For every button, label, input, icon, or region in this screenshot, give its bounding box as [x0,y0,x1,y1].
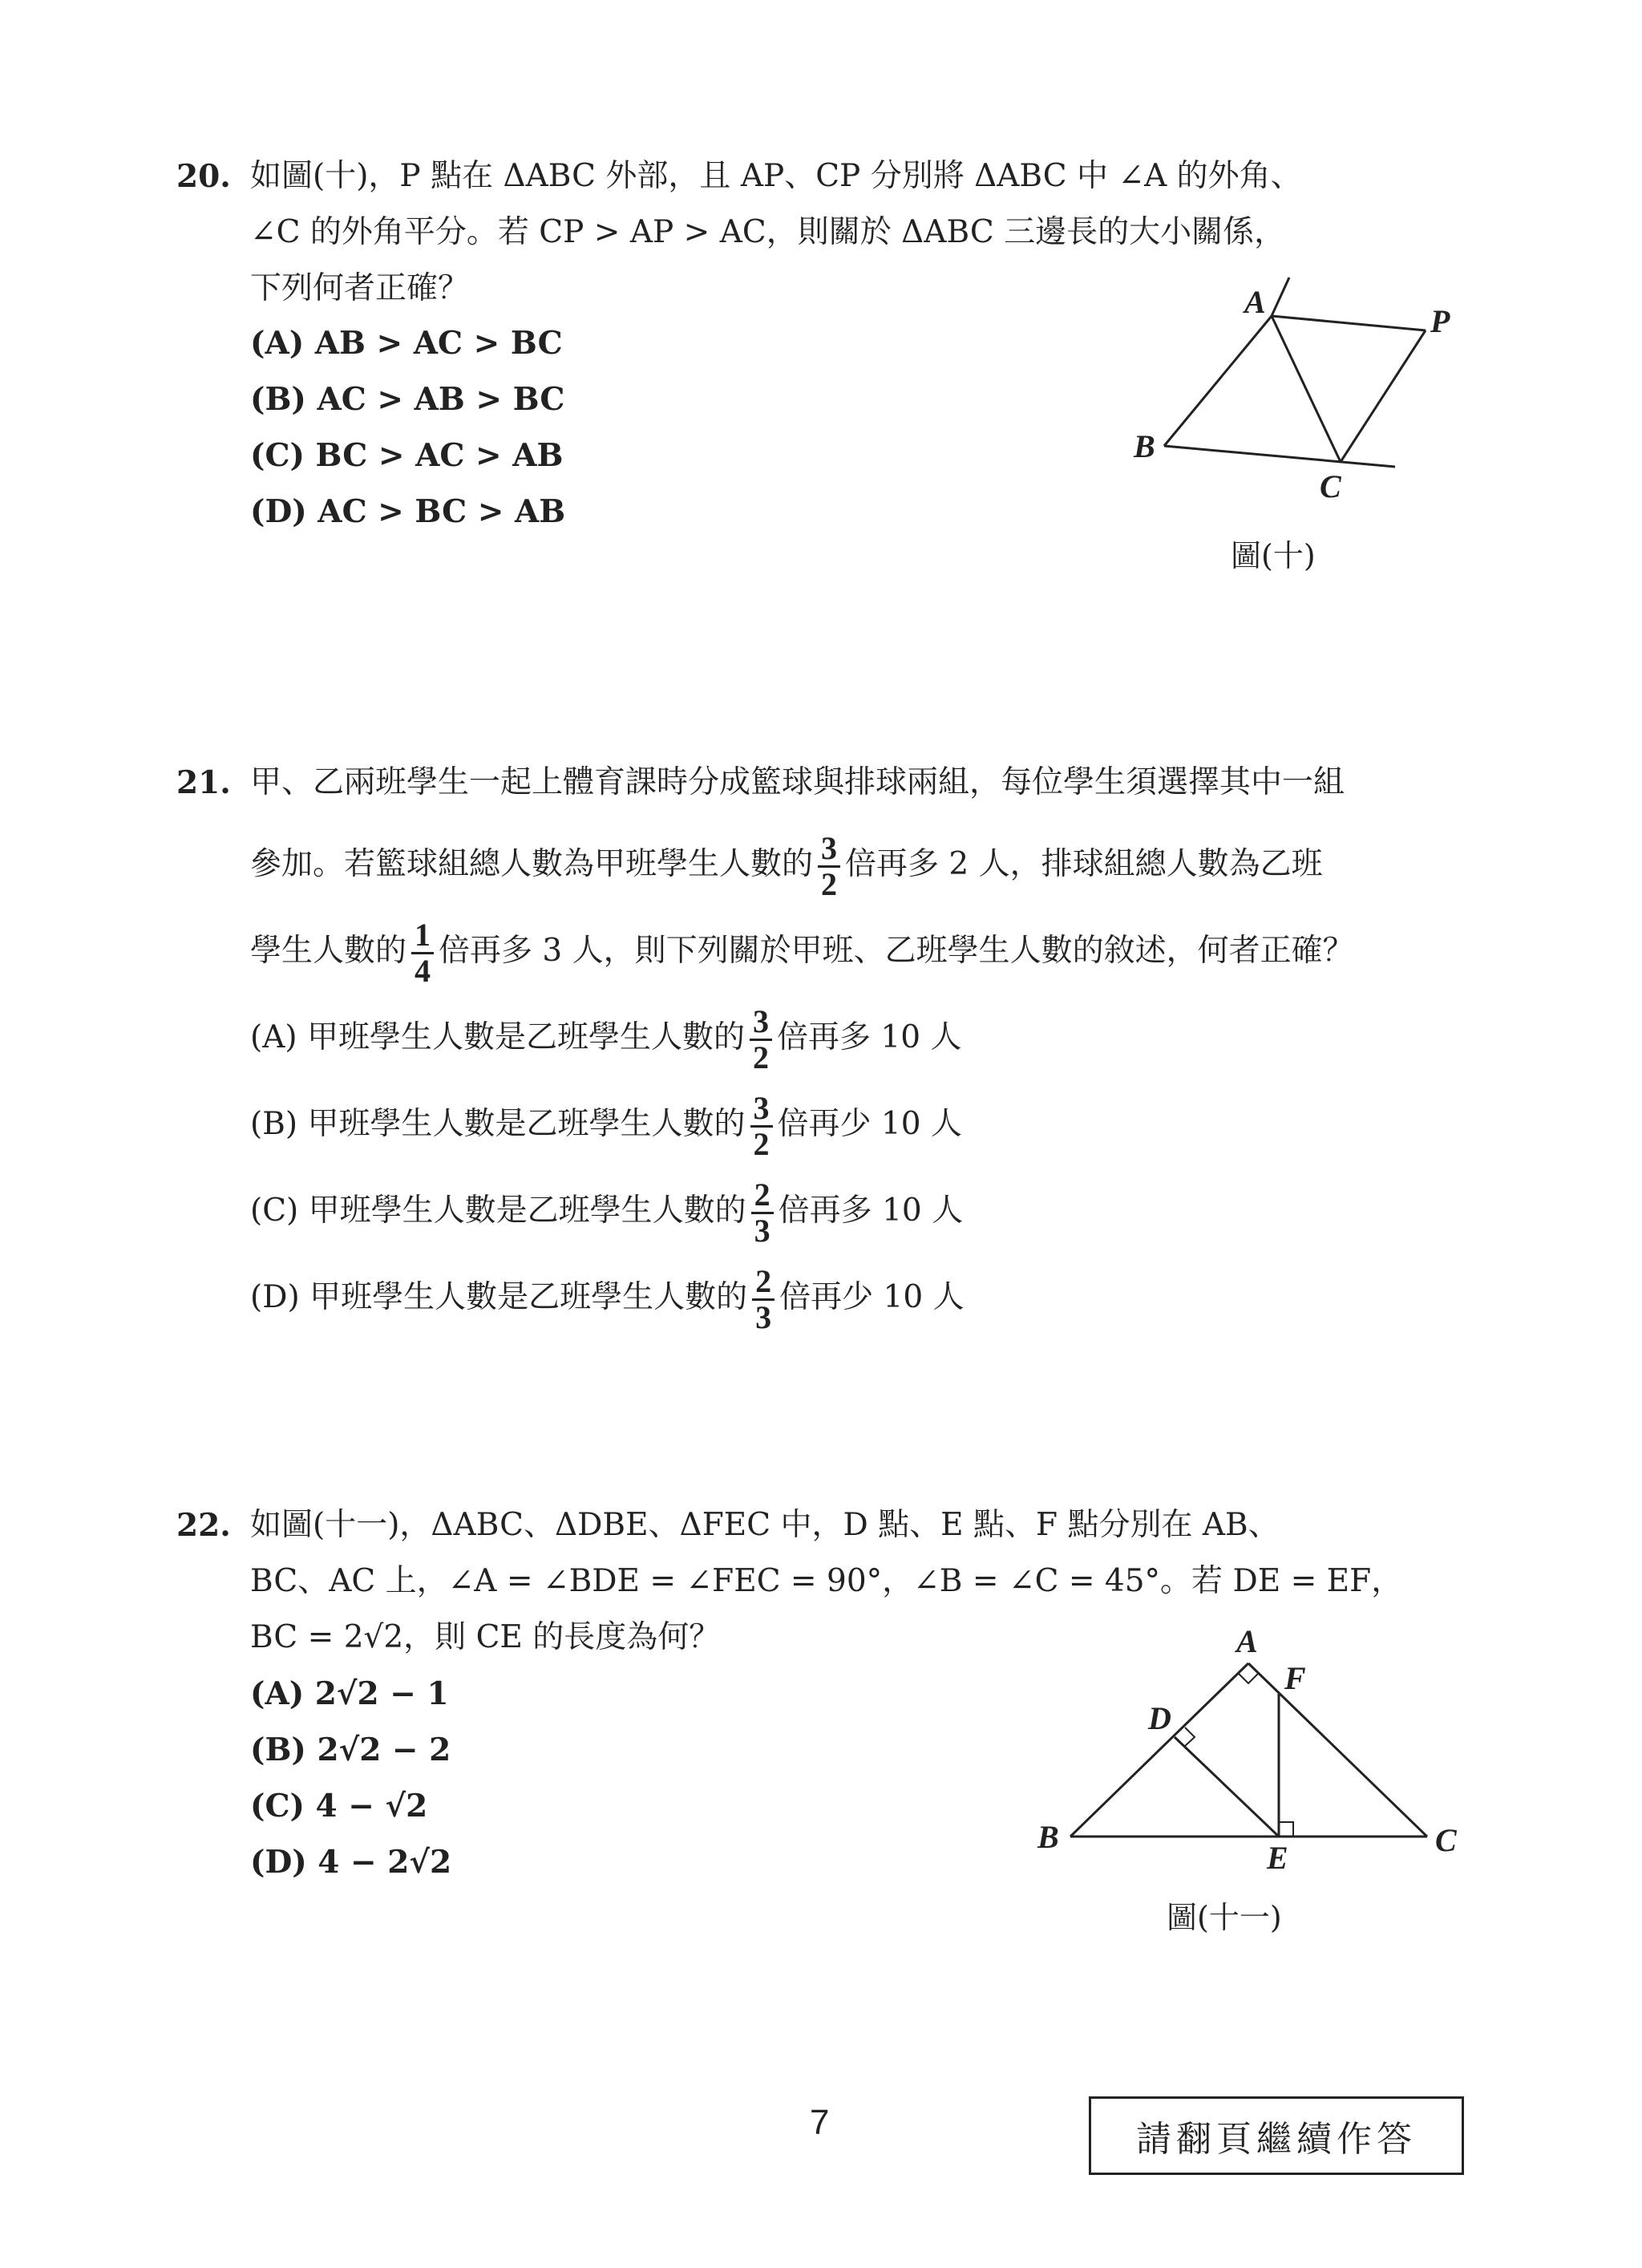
segment-ba-extended [1272,277,1289,316]
segment-ap [1272,316,1426,330]
fraction: $\frac{3}{2}$ [750,1005,772,1075]
right-angle-a [1238,1673,1259,1683]
option-b: (B) AC > AB > BC [250,381,565,418]
question-text-line: 甲、乙兩班學生一起上體育課時分成籃球與排球兩組，每位學生須選擇其中一組 [250,764,1345,800]
figure-10-caption: 圖(十) [1231,538,1316,573]
question-text-line: 學生人數的 $\frac{1}{4}$ 倍再多 3 人，則下列關於甲班、乙班學生人數的敘述，何者正確？ [250,916,1354,989]
page-number: 7 [810,2103,830,2142]
label-a: A [1244,284,1266,320]
segment-cp [1341,330,1426,462]
fraction: $\frac{2}{3}$ [751,1178,774,1248]
figure-11-diagram [1026,1620,1475,1877]
label-e: E [1267,1840,1288,1876]
segment-ac [1248,1663,1427,1837]
option-d: (D) 4 − 2√2 [250,1844,452,1881]
label-f: F [1284,1660,1306,1696]
option-c: (C) 4 − √2 [250,1788,428,1825]
question-text-line: BC = 2√2，則 CE 的長度為何？ [250,1619,721,1655]
segment-ab [1070,1663,1248,1837]
label-a: A [1236,1623,1258,1659]
option-c: (C) 甲班學生人數是乙班學生人數的 $\frac{2}{3}$ 倍再多 10 人 [250,1176,964,1249]
right-angle-d [1184,1727,1195,1747]
option-d: (D) AC > BC > AB [250,493,566,530]
fraction: $\frac{2}{3}$ [752,1265,774,1334]
turn-page-box: 請翻頁繼續作答 [1089,2096,1464,2175]
segment-ac [1272,316,1341,462]
question-text-line: 參加。若籃球組總人數為甲班學生人數的 $\frac{3}{2}$ 倍再多 2 人，排球組總人數為乙班 [250,829,1323,902]
segment-bc-extended [1164,446,1395,467]
option-d: (D) 甲班學生人數是乙班學生人數的 $\frac{2}{3}$ 倍再少 10 人 [250,1262,965,1335]
question-text-line: 下列何者正確？ [250,270,470,306]
option-c: (C) BC > AC > AB [250,437,564,474]
question-text-line: BC、AC 上，∠A = ∠BDE = ∠FEC = 90°，∠B = ∠C = 45°。若 DE = EF， [250,1563,1403,1599]
fraction: $\frac{3}{2}$ [818,832,840,901]
figure-11-caption: 圖(十一) [1167,1900,1282,1935]
label-c: C [1320,468,1341,504]
question-number: 21. [176,764,231,801]
question-text-line: 如圖(十一)，ΔABC、ΔDBE、ΔFEC 中，D 點、E 點、F 點分別在 AB、 [250,1507,1280,1543]
question-number: 20. [176,158,231,195]
right-angle-e [1279,1822,1293,1837]
option-a: (A) 2√2 − 1 [250,1675,449,1712]
segment-ab [1164,316,1272,446]
figure-11 [1026,1620,1475,1877]
option-b: (B) 甲班學生人數是乙班學生人數的 $\frac{3}{2}$ 倍再少 10 人 [250,1089,962,1162]
option-a: (A) AB > AC > BC [250,325,563,362]
label-b: B [1134,428,1155,464]
question-text-line: ∠C 的外角平分。若 CP > AP > AC，則關於 ΔABC 三邊長的大小關係， [250,214,1286,250]
option-b: (B) 2√2 − 2 [250,1731,451,1768]
label-d: D [1148,1700,1171,1736]
label-c: C [1435,1822,1457,1858]
segment-de [1175,1737,1279,1837]
label-p: P [1430,303,1450,339]
question-number: 22. [176,1507,231,1544]
fraction: $\frac{1}{4}$ [411,918,434,988]
fraction: $\frac{3}{2}$ [750,1091,773,1161]
question-text-line: 如圖(十)，P 點在 ΔABC 外部，且 AP、CP 分別將 ΔABC 中 ∠A 的外角、 [250,158,1302,194]
figure-10-diagram [1122,265,1459,521]
label-b: B [1037,1819,1059,1855]
figure-10 [1122,265,1459,521]
option-a: (A) 甲班學生人數是乙班學生人數的 $\frac{3}{2}$ 倍再多 10 人 [250,1002,962,1075]
